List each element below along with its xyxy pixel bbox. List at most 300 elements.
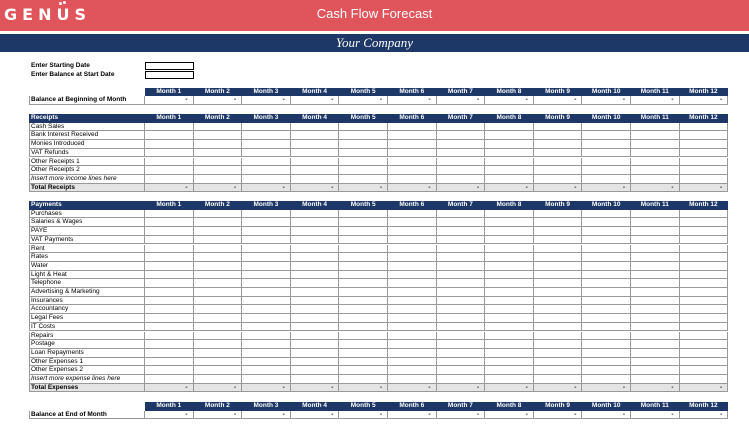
value-cell[interactable] bbox=[388, 210, 437, 219]
value-cell[interactable] bbox=[291, 166, 340, 175]
value-cell[interactable] bbox=[388, 279, 437, 288]
value-cell[interactable] bbox=[631, 210, 680, 219]
value-cell[interactable] bbox=[145, 271, 194, 280]
value-cell[interactable] bbox=[291, 131, 340, 140]
value-cell[interactable] bbox=[437, 349, 486, 358]
value-cell[interactable] bbox=[291, 140, 340, 149]
value-cell[interactable] bbox=[485, 149, 534, 158]
value-cell[interactable] bbox=[437, 236, 486, 245]
value-cell[interactable]: - bbox=[534, 411, 583, 420]
value-cell[interactable] bbox=[582, 166, 631, 175]
value-cell[interactable] bbox=[680, 253, 729, 262]
value-cell[interactable] bbox=[485, 236, 534, 245]
value-cell[interactable] bbox=[291, 340, 340, 349]
value-cell[interactable] bbox=[242, 253, 291, 262]
value-cell[interactable] bbox=[534, 349, 583, 358]
value-cell[interactable] bbox=[194, 123, 243, 132]
value-cell[interactable] bbox=[339, 332, 388, 341]
value-cell[interactable] bbox=[194, 323, 243, 332]
value-cell[interactable] bbox=[631, 140, 680, 149]
value-cell[interactable] bbox=[388, 236, 437, 245]
value-cell[interactable] bbox=[485, 271, 534, 280]
value-cell[interactable] bbox=[485, 279, 534, 288]
value-cell[interactable] bbox=[680, 288, 729, 297]
value-cell[interactable] bbox=[631, 271, 680, 280]
value-cell[interactable] bbox=[582, 288, 631, 297]
value-cell[interactable] bbox=[437, 366, 486, 375]
value-cell[interactable] bbox=[242, 314, 291, 323]
value-cell[interactable] bbox=[534, 149, 583, 158]
value-cell[interactable] bbox=[145, 314, 194, 323]
value-cell[interactable] bbox=[339, 166, 388, 175]
value-cell[interactable]: - bbox=[291, 384, 340, 393]
value-cell[interactable] bbox=[339, 297, 388, 306]
value-cell[interactable] bbox=[582, 358, 631, 367]
value-cell[interactable] bbox=[485, 245, 534, 254]
value-cell[interactable] bbox=[194, 375, 243, 384]
value-cell[interactable] bbox=[339, 375, 388, 384]
value-cell[interactable] bbox=[534, 305, 583, 314]
value-cell[interactable] bbox=[631, 227, 680, 236]
value-cell[interactable] bbox=[680, 349, 729, 358]
value-cell[interactable] bbox=[631, 262, 680, 271]
value-cell[interactable] bbox=[339, 158, 388, 167]
value-cell[interactable] bbox=[437, 149, 486, 158]
value-cell[interactable] bbox=[680, 366, 729, 375]
value-cell[interactable] bbox=[291, 279, 340, 288]
value-cell[interactable]: - bbox=[437, 184, 486, 193]
value-cell[interactable] bbox=[437, 340, 486, 349]
value-cell[interactable] bbox=[194, 218, 243, 227]
value-cell[interactable] bbox=[631, 323, 680, 332]
value-cell[interactable] bbox=[339, 358, 388, 367]
value-cell[interactable] bbox=[631, 245, 680, 254]
value-cell[interactable] bbox=[388, 297, 437, 306]
value-cell[interactable] bbox=[339, 279, 388, 288]
value-cell[interactable] bbox=[242, 375, 291, 384]
value-cell[interactable] bbox=[291, 123, 340, 132]
value-cell[interactable] bbox=[631, 305, 680, 314]
value-cell[interactable] bbox=[631, 149, 680, 158]
value-cell[interactable] bbox=[631, 131, 680, 140]
value-cell[interactable] bbox=[145, 297, 194, 306]
value-cell[interactable] bbox=[145, 227, 194, 236]
value-cell[interactable] bbox=[534, 227, 583, 236]
value-cell[interactable] bbox=[339, 271, 388, 280]
value-cell[interactable] bbox=[582, 227, 631, 236]
value-cell[interactable] bbox=[485, 358, 534, 367]
start-balance-input[interactable] bbox=[145, 71, 194, 79]
value-cell[interactable]: - bbox=[388, 96, 437, 105]
value-cell[interactable]: - bbox=[242, 96, 291, 105]
value-cell[interactable] bbox=[339, 175, 388, 184]
value-cell[interactable] bbox=[680, 358, 729, 367]
value-cell[interactable] bbox=[194, 158, 243, 167]
value-cell[interactable]: - bbox=[631, 411, 680, 420]
value-cell[interactable] bbox=[242, 149, 291, 158]
value-cell[interactable] bbox=[485, 123, 534, 132]
value-cell[interactable] bbox=[485, 349, 534, 358]
value-cell[interactable] bbox=[437, 358, 486, 367]
value-cell[interactable] bbox=[485, 332, 534, 341]
value-cell[interactable] bbox=[582, 210, 631, 219]
value-cell[interactable] bbox=[631, 366, 680, 375]
value-cell[interactable] bbox=[339, 210, 388, 219]
value-cell[interactable] bbox=[485, 140, 534, 149]
value-cell[interactable] bbox=[437, 218, 486, 227]
value-cell[interactable] bbox=[680, 314, 729, 323]
value-cell[interactable] bbox=[631, 279, 680, 288]
value-cell[interactable] bbox=[194, 175, 243, 184]
value-cell[interactable] bbox=[388, 166, 437, 175]
value-cell[interactable] bbox=[194, 366, 243, 375]
value-cell[interactable] bbox=[388, 218, 437, 227]
value-cell[interactable] bbox=[242, 262, 291, 271]
value-cell[interactable] bbox=[291, 210, 340, 219]
value-cell[interactable] bbox=[339, 245, 388, 254]
value-cell[interactable] bbox=[534, 175, 583, 184]
value-cell[interactable] bbox=[631, 236, 680, 245]
value-cell[interactable] bbox=[388, 131, 437, 140]
value-cell[interactable] bbox=[437, 131, 486, 140]
value-cell[interactable] bbox=[339, 340, 388, 349]
value-cell[interactable] bbox=[680, 245, 729, 254]
value-cell[interactable]: - bbox=[680, 184, 729, 193]
value-cell[interactable] bbox=[485, 175, 534, 184]
value-cell[interactable]: - bbox=[242, 384, 291, 393]
value-cell[interactable] bbox=[582, 297, 631, 306]
value-cell[interactable] bbox=[145, 140, 194, 149]
value-cell[interactable] bbox=[339, 323, 388, 332]
value-cell[interactable] bbox=[631, 340, 680, 349]
value-cell[interactable] bbox=[631, 158, 680, 167]
value-cell[interactable] bbox=[194, 297, 243, 306]
value-cell[interactable] bbox=[582, 175, 631, 184]
value-cell[interactable] bbox=[437, 123, 486, 132]
value-cell[interactable] bbox=[437, 314, 486, 323]
value-cell[interactable] bbox=[291, 149, 340, 158]
value-cell[interactable] bbox=[582, 149, 631, 158]
value-cell[interactable] bbox=[388, 349, 437, 358]
value-cell[interactable] bbox=[242, 123, 291, 132]
value-cell[interactable]: - bbox=[388, 384, 437, 393]
value-cell[interactable] bbox=[437, 323, 486, 332]
value-cell[interactable] bbox=[631, 349, 680, 358]
value-cell[interactable] bbox=[582, 366, 631, 375]
value-cell[interactable] bbox=[194, 271, 243, 280]
value-cell[interactable] bbox=[680, 297, 729, 306]
value-cell[interactable] bbox=[680, 166, 729, 175]
value-cell[interactable] bbox=[145, 253, 194, 262]
value-cell[interactable] bbox=[291, 305, 340, 314]
value-cell[interactable] bbox=[485, 166, 534, 175]
value-cell[interactable] bbox=[145, 323, 194, 332]
value-cell[interactable] bbox=[194, 358, 243, 367]
value-cell[interactable] bbox=[680, 236, 729, 245]
value-cell[interactable] bbox=[242, 236, 291, 245]
value-cell[interactable] bbox=[194, 236, 243, 245]
value-cell[interactable] bbox=[291, 271, 340, 280]
value-cell[interactable]: - bbox=[485, 411, 534, 420]
value-cell[interactable] bbox=[339, 131, 388, 140]
value-cell[interactable]: - bbox=[145, 384, 194, 393]
value-cell[interactable]: - bbox=[582, 411, 631, 420]
value-cell[interactable] bbox=[582, 332, 631, 341]
value-cell[interactable] bbox=[534, 271, 583, 280]
value-cell[interactable] bbox=[194, 288, 243, 297]
value-cell[interactable] bbox=[388, 314, 437, 323]
value-cell[interactable] bbox=[437, 271, 486, 280]
value-cell[interactable]: - bbox=[680, 96, 729, 105]
value-cell[interactable] bbox=[339, 305, 388, 314]
value-cell[interactable] bbox=[680, 210, 729, 219]
value-cell[interactable] bbox=[680, 323, 729, 332]
value-cell[interactable] bbox=[534, 288, 583, 297]
value-cell[interactable] bbox=[582, 323, 631, 332]
value-cell[interactable] bbox=[534, 314, 583, 323]
value-cell[interactable] bbox=[485, 323, 534, 332]
value-cell[interactable] bbox=[242, 210, 291, 219]
value-cell[interactable] bbox=[534, 253, 583, 262]
value-cell[interactable] bbox=[242, 358, 291, 367]
value-cell[interactable]: - bbox=[339, 384, 388, 393]
value-cell[interactable] bbox=[680, 131, 729, 140]
value-cell[interactable] bbox=[242, 227, 291, 236]
value-cell[interactable] bbox=[534, 332, 583, 341]
value-cell[interactable] bbox=[437, 245, 486, 254]
value-cell[interactable] bbox=[242, 297, 291, 306]
value-cell[interactable] bbox=[145, 349, 194, 358]
value-cell[interactable] bbox=[194, 149, 243, 158]
value-cell[interactable] bbox=[339, 218, 388, 227]
value-cell[interactable]: - bbox=[339, 96, 388, 105]
value-cell[interactable]: - bbox=[388, 411, 437, 420]
value-cell[interactable] bbox=[291, 175, 340, 184]
value-cell[interactable]: - bbox=[437, 411, 486, 420]
value-cell[interactable]: - bbox=[339, 184, 388, 193]
value-cell[interactable] bbox=[339, 366, 388, 375]
value-cell[interactable] bbox=[582, 245, 631, 254]
value-cell[interactable] bbox=[631, 332, 680, 341]
value-cell[interactable] bbox=[485, 253, 534, 262]
value-cell[interactable]: - bbox=[534, 96, 583, 105]
value-cell[interactable] bbox=[388, 271, 437, 280]
value-cell[interactable]: - bbox=[194, 384, 243, 393]
value-cell[interactable] bbox=[339, 314, 388, 323]
value-cell[interactable] bbox=[145, 375, 194, 384]
value-cell[interactable] bbox=[534, 297, 583, 306]
value-cell[interactable] bbox=[145, 218, 194, 227]
value-cell[interactable] bbox=[582, 140, 631, 149]
value-cell[interactable]: - bbox=[291, 96, 340, 105]
value-cell[interactable] bbox=[437, 175, 486, 184]
value-cell[interactable] bbox=[582, 279, 631, 288]
value-cell[interactable] bbox=[534, 140, 583, 149]
value-cell[interactable] bbox=[194, 140, 243, 149]
value-cell[interactable] bbox=[485, 340, 534, 349]
value-cell[interactable] bbox=[485, 288, 534, 297]
value-cell[interactable] bbox=[680, 262, 729, 271]
value-cell[interactable] bbox=[437, 279, 486, 288]
value-cell[interactable]: - bbox=[534, 184, 583, 193]
value-cell[interactable] bbox=[388, 323, 437, 332]
value-cell[interactable] bbox=[485, 375, 534, 384]
value-cell[interactable] bbox=[485, 158, 534, 167]
value-cell[interactable]: - bbox=[145, 184, 194, 193]
value-cell[interactable] bbox=[145, 158, 194, 167]
value-cell[interactable]: - bbox=[631, 96, 680, 105]
value-cell[interactable] bbox=[437, 288, 486, 297]
value-cell[interactable] bbox=[437, 140, 486, 149]
value-cell[interactable] bbox=[339, 149, 388, 158]
value-cell[interactable] bbox=[291, 297, 340, 306]
value-cell[interactable] bbox=[631, 175, 680, 184]
value-cell[interactable] bbox=[291, 375, 340, 384]
value-cell[interactable] bbox=[145, 279, 194, 288]
value-cell[interactable]: - bbox=[582, 96, 631, 105]
value-cell[interactable] bbox=[339, 227, 388, 236]
value-cell[interactable] bbox=[680, 227, 729, 236]
value-cell[interactable] bbox=[680, 149, 729, 158]
value-cell[interactable]: - bbox=[485, 184, 534, 193]
value-cell[interactable] bbox=[534, 323, 583, 332]
value-cell[interactable] bbox=[631, 123, 680, 132]
value-cell[interactable] bbox=[437, 166, 486, 175]
value-cell[interactable]: - bbox=[485, 96, 534, 105]
value-cell[interactable]: - bbox=[631, 184, 680, 193]
value-cell[interactable] bbox=[194, 314, 243, 323]
value-cell[interactable] bbox=[680, 175, 729, 184]
value-cell[interactable] bbox=[582, 218, 631, 227]
value-cell[interactable] bbox=[339, 262, 388, 271]
value-cell[interactable] bbox=[582, 271, 631, 280]
value-cell[interactable] bbox=[291, 332, 340, 341]
value-cell[interactable] bbox=[582, 123, 631, 132]
value-cell[interactable] bbox=[680, 158, 729, 167]
value-cell[interactable] bbox=[194, 332, 243, 341]
value-cell[interactable]: - bbox=[582, 384, 631, 393]
value-cell[interactable] bbox=[388, 149, 437, 158]
value-cell[interactable]: - bbox=[291, 184, 340, 193]
value-cell[interactable] bbox=[485, 297, 534, 306]
value-cell[interactable] bbox=[339, 140, 388, 149]
value-cell[interactable] bbox=[388, 253, 437, 262]
value-cell[interactable] bbox=[388, 375, 437, 384]
value-cell[interactable] bbox=[388, 358, 437, 367]
value-cell[interactable] bbox=[339, 349, 388, 358]
value-cell[interactable] bbox=[582, 375, 631, 384]
value-cell[interactable] bbox=[680, 340, 729, 349]
value-cell[interactable] bbox=[145, 245, 194, 254]
value-cell[interactable]: - bbox=[291, 411, 340, 420]
value-cell[interactable] bbox=[242, 349, 291, 358]
value-cell[interactable] bbox=[242, 158, 291, 167]
value-cell[interactable] bbox=[582, 340, 631, 349]
value-cell[interactable]: - bbox=[680, 411, 729, 420]
value-cell[interactable] bbox=[437, 158, 486, 167]
value-cell[interactable] bbox=[339, 253, 388, 262]
value-cell[interactable] bbox=[194, 279, 243, 288]
value-cell[interactable] bbox=[437, 332, 486, 341]
value-cell[interactable] bbox=[291, 349, 340, 358]
value-cell[interactable] bbox=[145, 288, 194, 297]
value-cell[interactable] bbox=[388, 158, 437, 167]
value-cell[interactable] bbox=[582, 349, 631, 358]
value-cell[interactable] bbox=[145, 340, 194, 349]
value-cell[interactable] bbox=[437, 375, 486, 384]
value-cell[interactable] bbox=[242, 366, 291, 375]
value-cell[interactable] bbox=[291, 366, 340, 375]
value-cell[interactable] bbox=[631, 314, 680, 323]
value-cell[interactable] bbox=[291, 358, 340, 367]
value-cell[interactable] bbox=[485, 262, 534, 271]
value-cell[interactable]: - bbox=[388, 184, 437, 193]
value-cell[interactable] bbox=[485, 305, 534, 314]
value-cell[interactable] bbox=[534, 123, 583, 132]
value-cell[interactable] bbox=[485, 210, 534, 219]
value-cell[interactable] bbox=[194, 131, 243, 140]
value-cell[interactable] bbox=[388, 175, 437, 184]
value-cell[interactable] bbox=[291, 262, 340, 271]
value-cell[interactable] bbox=[242, 288, 291, 297]
value-cell[interactable] bbox=[631, 297, 680, 306]
value-cell[interactable] bbox=[534, 158, 583, 167]
value-cell[interactable] bbox=[339, 236, 388, 245]
value-cell[interactable] bbox=[194, 305, 243, 314]
value-cell[interactable] bbox=[582, 314, 631, 323]
value-cell[interactable] bbox=[388, 262, 437, 271]
value-cell[interactable] bbox=[242, 323, 291, 332]
starting-date-input[interactable] bbox=[145, 62, 194, 70]
value-cell[interactable] bbox=[145, 366, 194, 375]
value-cell[interactable] bbox=[242, 271, 291, 280]
value-cell[interactable] bbox=[145, 149, 194, 158]
value-cell[interactable] bbox=[485, 314, 534, 323]
value-cell[interactable] bbox=[194, 340, 243, 349]
value-cell[interactable]: - bbox=[680, 384, 729, 393]
value-cell[interactable]: - bbox=[485, 384, 534, 393]
value-cell[interactable] bbox=[631, 166, 680, 175]
value-cell[interactable]: - bbox=[194, 411, 243, 420]
value-cell[interactable] bbox=[680, 218, 729, 227]
value-cell[interactable] bbox=[680, 332, 729, 341]
value-cell[interactable] bbox=[631, 253, 680, 262]
value-cell[interactable]: - bbox=[194, 184, 243, 193]
value-cell[interactable] bbox=[437, 210, 486, 219]
value-cell[interactable] bbox=[145, 123, 194, 132]
value-cell[interactable] bbox=[437, 305, 486, 314]
value-cell[interactable] bbox=[388, 140, 437, 149]
value-cell[interactable] bbox=[194, 262, 243, 271]
value-cell[interactable] bbox=[291, 323, 340, 332]
value-cell[interactable] bbox=[145, 166, 194, 175]
value-cell[interactable] bbox=[680, 140, 729, 149]
value-cell[interactable] bbox=[437, 227, 486, 236]
value-cell[interactable] bbox=[242, 340, 291, 349]
value-cell[interactable] bbox=[194, 166, 243, 175]
value-cell[interactable] bbox=[242, 279, 291, 288]
value-cell[interactable] bbox=[194, 210, 243, 219]
value-cell[interactable]: - bbox=[242, 411, 291, 420]
value-cell[interactable] bbox=[680, 279, 729, 288]
value-cell[interactable] bbox=[145, 210, 194, 219]
value-cell[interactable] bbox=[339, 288, 388, 297]
value-cell[interactable] bbox=[291, 245, 340, 254]
value-cell[interactable] bbox=[388, 305, 437, 314]
value-cell[interactable] bbox=[680, 123, 729, 132]
value-cell[interactable] bbox=[680, 271, 729, 280]
value-cell[interactable] bbox=[534, 210, 583, 219]
